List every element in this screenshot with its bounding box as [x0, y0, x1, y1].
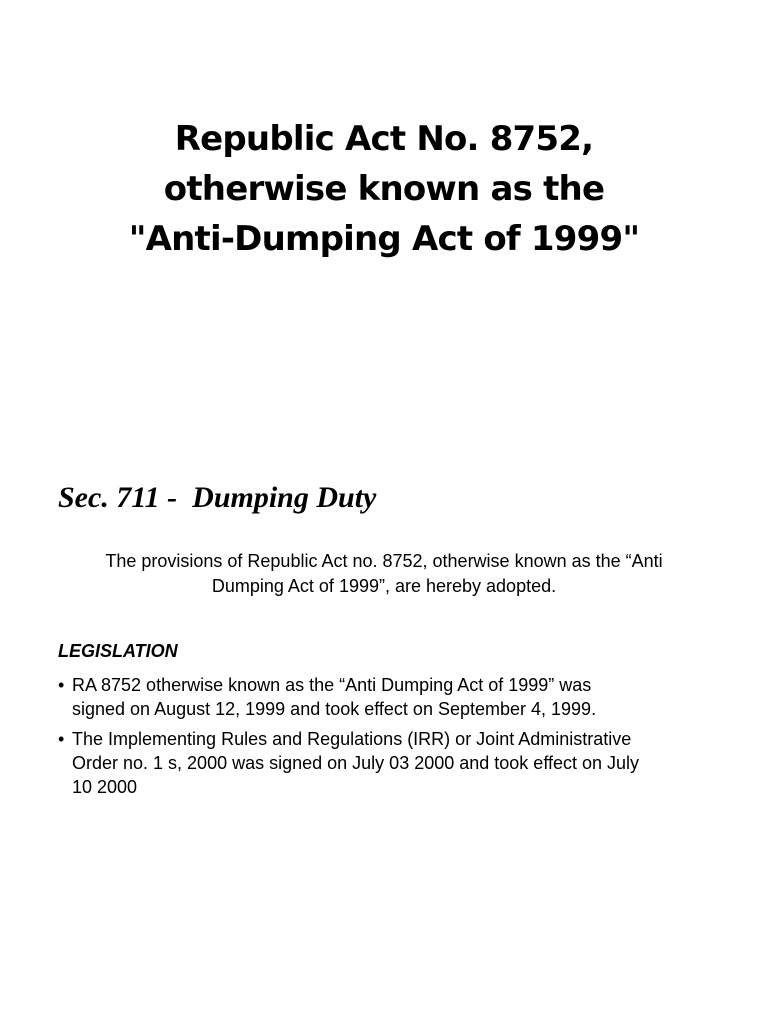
list-item — [58, 727, 728, 799]
title-line: "Anti-Dumping Act of 1999" — [128, 219, 640, 259]
legislation-label: LEGISLATION — [58, 641, 178, 661]
list-item-text: RA 8752 otherwise known as the “Anti Dumping Act of 1999” was — [72, 675, 592, 695]
intro-paragraph — [40, 549, 728, 599]
page-title — [0, 114, 768, 264]
bullet-icon: • — [58, 675, 65, 695]
list-item-text: signed on August 12, 1999 and took effect on September 4, 1999. — [72, 699, 597, 719]
list-item-text: 10 2000 — [72, 777, 138, 797]
section-heading: Sec. 711 - Dumping Duty — [58, 481, 377, 514]
list-item — [58, 673, 728, 721]
list-item-text: The Implementing Rules and Regulations (IRR) or Joint Administrative — [72, 729, 632, 749]
list-item-text: Order no. 1 s, 2000 was signed on July 03 2000 and took effect on July — [72, 753, 640, 773]
title-line: otherwise known as the — [163, 169, 605, 209]
intro-line: Dumping Act of 1999”, are hereby adopted. — [211, 576, 557, 596]
bullet-icon: • — [58, 729, 65, 749]
legislation-list — [58, 673, 728, 805]
intro-line: The provisions of Republic Act no. 8752, otherwise known as the “Anti — [105, 551, 663, 571]
title-line: Republic Act No. 8752, — [174, 119, 594, 159]
